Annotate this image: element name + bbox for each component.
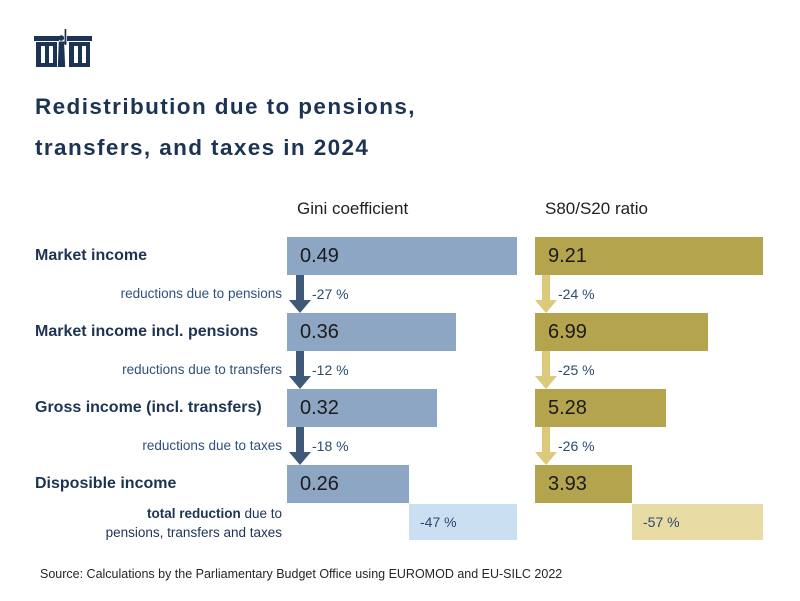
total-label-line-1: total reduction due to xyxy=(146,506,282,521)
reduction-pct-s80: -24 % xyxy=(558,286,595,302)
bar-s80-market-income xyxy=(535,237,763,275)
total-reduction-box-gini xyxy=(409,504,517,540)
bar-gini-disposible-income xyxy=(287,465,409,503)
down-arrow-icon xyxy=(535,427,557,465)
parliament-building-icon xyxy=(34,28,92,73)
reduction-label-pensions: reductions due to pensions xyxy=(120,286,282,301)
bar-value: 0.26 xyxy=(300,472,339,495)
bar-s80-disposible-income xyxy=(535,465,632,503)
column-header-s80: S80/S20 ratio xyxy=(545,199,649,218)
bar-value: 0.36 xyxy=(300,320,339,343)
total-reduction-box-s80 xyxy=(632,504,763,540)
bar-s80-market-income-incl-pensions xyxy=(535,313,708,351)
total-reduction-label xyxy=(35,504,282,542)
row-label-disposible-income: Disposible income xyxy=(35,475,177,492)
bar-gini-market-income xyxy=(287,237,517,275)
bar-value: 6.99 xyxy=(548,320,587,343)
bar-value: 3.93 xyxy=(548,472,587,495)
bar-value: 5.28 xyxy=(548,396,587,419)
total-reduction-pct-s80: -57 % xyxy=(643,514,680,530)
row-label-gross-income: Gross income (incl. transfers) xyxy=(35,399,262,416)
down-arrow-icon xyxy=(289,427,311,465)
down-arrow-icon xyxy=(535,351,557,389)
reduction-pct-s80: -25 % xyxy=(558,362,595,378)
bar-gini-gross-income xyxy=(287,389,437,427)
reduction-label-taxes: reductions due to taxes xyxy=(142,438,282,453)
source-note: Source: Calculations by the Parliamentary Budget Office using EUROMOD and EU-SILC 2022 xyxy=(40,567,563,581)
column-header-gini: Gini coefficient xyxy=(297,199,409,218)
page-title xyxy=(35,86,416,168)
bar-s80-gross-income xyxy=(535,389,666,427)
bar-value: 0.32 xyxy=(300,396,339,419)
bar-value: 0.49 xyxy=(300,244,339,267)
reduction-pct-gini: -27 % xyxy=(312,286,349,302)
reduction-pct-gini: -18 % xyxy=(312,438,349,454)
bar-value: 9.21 xyxy=(548,244,587,267)
bar-gini-market-income-incl-pensions xyxy=(287,313,456,351)
total-reduction-pct-gini: -47 % xyxy=(420,514,457,530)
down-arrow-icon xyxy=(535,275,557,313)
row-label-market-income-incl-pensions: Market income incl. pensions xyxy=(35,323,259,340)
down-arrow-icon xyxy=(289,351,311,389)
title-line-2: transfers, and taxes in 2024 xyxy=(35,135,370,160)
reduction-label-transfers: reductions due to transfers xyxy=(122,362,282,377)
title-line-1: Redistribution due to pensions, xyxy=(35,94,416,119)
total-label-line-2: pensions, transfers and taxes xyxy=(105,525,282,540)
reduction-pct-gini: -12 % xyxy=(312,362,349,378)
down-arrow-icon xyxy=(289,275,311,313)
row-label-market-income: Market income xyxy=(35,247,148,264)
reduction-pct-s80: -26 % xyxy=(558,438,595,454)
